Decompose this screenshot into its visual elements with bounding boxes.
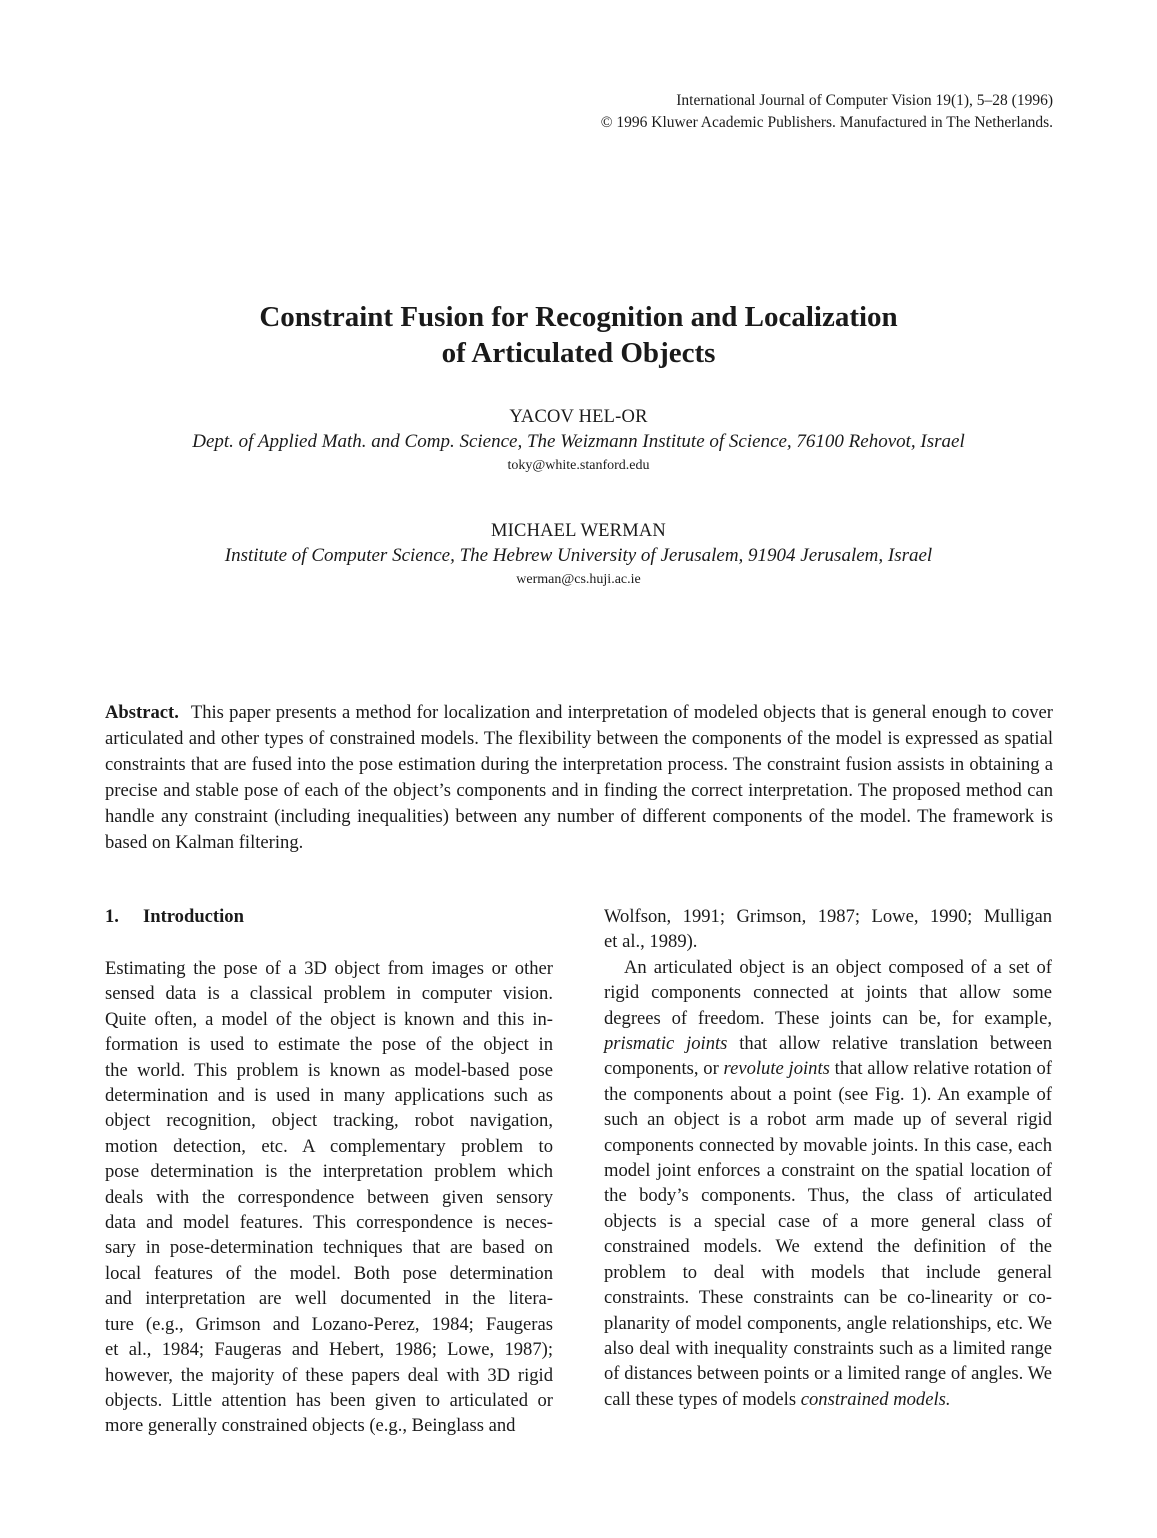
title-line-2: of Articulated Objects (441, 337, 716, 369)
text-line: however, the majority of these papers deal with 3D rigid (105, 1364, 553, 1386)
text-line: formation is used to estimate the pose of the object in (105, 1034, 553, 1056)
intro-paragraph-2 (604, 955, 1052, 1412)
author-name: YACOV HEL-OR (509, 407, 648, 427)
abstract (105, 700, 1053, 856)
journal-citation: International Journal of Computer Vision 19(1), 5–28 (1996) (676, 92, 1053, 109)
revolute-joints-term: revolute joints (723, 1058, 830, 1080)
title-line-1: Constraint Fusion for Recognition and Localization (259, 301, 898, 333)
paragraph-text: that allow relative rotation of the components about a point (see Fig. 1). An example of such an object is a robot arm made up of several rigid components connected by movable joints. In this case, each model joint enforces a constraint on the spatial location of the body’s components. Thus, the class of articulated objects is a special case of a more general class of constrained models. We extend the definition of the problem to deal with models that include general constraints. These constraints can be co-linearity or co-planarity of model components, angle relationships, etc. We also deal with inequality constraints such as a limited range of distances between points or a limited range of angles. We call these types of models (604, 1058, 1052, 1410)
paper-title (0, 299, 1157, 371)
text-line: data and model features. This correspondence is neces- (105, 1212, 553, 1234)
text-line: et al., 1984; Faugeras and Hebert, 1986; Lowe, 1987); (105, 1339, 553, 1361)
author-block-2 (0, 519, 1157, 591)
section-title: Introduction (143, 906, 244, 927)
author-name: MICHAEL WERMAN (491, 521, 666, 541)
constrained-models-term: constrained models. (800, 1388, 951, 1410)
text-line: et al., 1989). (604, 931, 698, 953)
text-line: deals with the correspondence between given sensory (105, 1186, 553, 1208)
text-line: the world. This problem is known as model-based pose (105, 1059, 553, 1081)
text-line: object recognition, object tracking, robot navigation, (105, 1110, 553, 1132)
section-heading (105, 904, 553, 929)
intro-paragraph-1-continued (604, 904, 1052, 955)
text-line: local features of the model. Both pose determination (105, 1262, 553, 1284)
paragraph-text: that allow relative translation between components, or (604, 1033, 1052, 1080)
copyright-notice: © 1996 Kluwer Academic Publishers. Manufactured in The Netherlands. (600, 114, 1053, 131)
author-affiliation: Dept. of Applied Math. and Comp. Science, The Weizmann Institute of Science, 76100 Rehovot, Israel (192, 431, 965, 452)
text-line: more generally constrained objects (e.g., Beinglass and (105, 1415, 516, 1437)
abstract-label: Abstract. (105, 702, 179, 723)
text-line: ture (e.g., Grimson and Lozano-Perez, 1984; Faugeras (105, 1313, 553, 1335)
prismatic-joints-term: prismatic joints (604, 1033, 728, 1055)
author-email: toky@white.stanford.edu (507, 458, 650, 473)
text-line: Quite often, a model of the object is known and this in- (105, 1008, 553, 1030)
text-line: and interpretation are well documented in the litera- (105, 1288, 553, 1310)
text-line: sensed data is a classical problem in computer vision. (105, 983, 553, 1005)
abstract-text: This paper presents a method for localization and interpretation of modeled objects that is general enough to cover articulated and other types of constrained models. The flexibility between the components of the model is expressed as spatial constraints that are fused into the pose estimation during the interpretation process. The constraint fusion assists in obtaining a precise and stable pose of each of the object’s components and in finding the correct interpretation. The proposed method can handle any constraint (including inequalities) between any number of different components of the model. The framework is based on Kalman filtering. (105, 702, 1053, 853)
journal-header (601, 90, 1053, 134)
text-line: sary in pose-determination techniques that are based on (105, 1237, 553, 1259)
section-number: 1. (105, 906, 119, 927)
author-block-1 (0, 405, 1157, 477)
right-column (604, 904, 1052, 1412)
intro-paragraph-1 (105, 956, 553, 1439)
paragraph-text: An articulated object is an object composed of a set of rigid components connected at joints that allow some degrees of freedom. These joints can be, for example, (604, 956, 1052, 1029)
text-line: objects. Little attention has been given to articulated or (105, 1389, 553, 1411)
text-line: pose determination is the interpretation problem which (105, 1161, 553, 1183)
author-affiliation: Institute of Computer Science, The Hebrew University of Jerusalem, 91904 Jerusalem, Israel (224, 545, 933, 566)
left-column (105, 904, 553, 1439)
author-email: werman@cs.huji.ac.ie (516, 572, 641, 587)
text-line: Wolfson, 1991; Grimson, 1987; Lowe, 1990; Mulligan (604, 906, 1052, 927)
text-line: motion detection, etc. A complementary problem to (105, 1135, 553, 1157)
text-line: determination and is used in many applications such as (105, 1085, 553, 1107)
text-line: Estimating the pose of a 3D object from images or other (105, 958, 553, 979)
